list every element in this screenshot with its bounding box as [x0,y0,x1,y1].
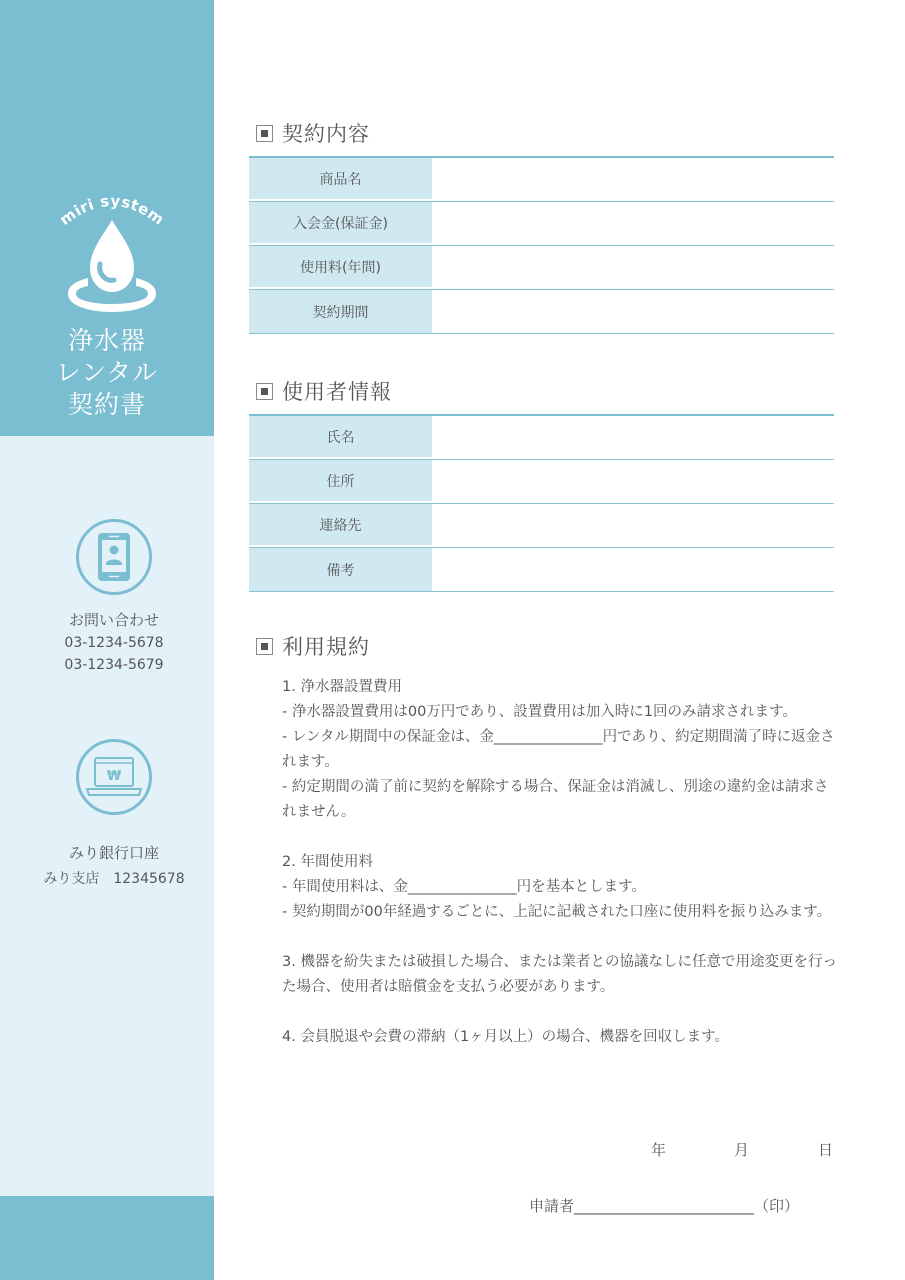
date-month-label: 月 [734,1141,750,1159]
contact-label: お問い合わせ [68,611,159,629]
field-label: 住所 [249,460,432,503]
square-bullet-icon [256,125,273,142]
water-drop-icon [64,216,160,314]
seal-label: （印） [754,1197,800,1215]
date-day-label: 日 [818,1141,834,1159]
term-line: - 浄水器設置費用は00万円であり、設置費用は加入時に1回のみ請求されます。 [282,704,797,720]
brand-name: miri system [56,191,168,229]
bank-info [0,840,228,892]
term-line: - レンタル期間中の保証金は、金_______________円であり、約定期間満了時に返金されます。 [282,729,835,770]
contact-field[interactable] [432,504,834,547]
table-row [249,504,834,548]
contract-section-title [256,118,370,148]
term-heading: 2. 年間使用料 [282,854,373,870]
table-row [249,202,834,246]
field-label: 備考 [249,548,432,591]
section-title-text: 利用規約 [282,635,370,659]
document-title [0,325,214,421]
terms-body [282,675,842,1050]
square-bullet-icon [256,383,273,400]
address-field[interactable] [432,460,834,503]
date-year-label: 年 [651,1141,667,1159]
table-row [249,548,834,592]
title-line: レンタル [55,358,159,387]
table-row [249,416,834,460]
product-name-field[interactable] [432,158,834,201]
section-title-text: 使用者情報 [282,380,392,404]
section-title-text: 契約内容 [282,122,370,146]
bank-account: みり支店 12345678 [43,871,185,887]
field-label: 商品名 [249,158,432,201]
field-label: 連絡先 [249,504,432,547]
user-section-title [256,376,392,406]
term-heading: 3. 機器を紛失または破損した場合、または業者との協議なしに任意で用途変更を行った場合、使用者は賠償金を支払う必要があります。 [282,954,837,995]
laptop-won-icon [75,738,153,816]
square-bullet-icon [256,638,273,655]
bank-label: みり銀行口座 [68,844,159,862]
user-table [249,414,834,592]
applicant-label: 申請者 [529,1197,575,1215]
applicant-signature-line [529,1195,799,1216]
contact-info [0,608,228,676]
field-label: 使用料(年間) [249,246,432,289]
terms-section-title [256,631,370,661]
remarks-field[interactable] [432,548,834,591]
sidebar-footer-band [0,1196,214,1280]
term-heading: 1. 浄水器設置費用 [282,679,402,695]
phone-number: 03-1234-5678 [64,635,164,651]
annual-fee-field[interactable] [432,246,834,289]
contract-period-field[interactable] [432,290,834,333]
table-row [249,290,834,334]
field-label: 入会金(保証金) [249,202,432,245]
field-label: 氏名 [249,416,432,459]
term-line: - 契約期間が00年経過するごとに、上記に記載された口座に使用料を振り込みます。 [282,904,832,920]
table-row [249,460,834,504]
smartphone-user-icon [75,518,153,596]
title-line: 浄水器 [67,326,146,355]
term-heading: 4. 会員脱退や会費の滞納（1ヶ月以上）の場合、機器を回収します。 [282,1029,730,1045]
field-label: 契約期間 [249,290,432,333]
applicant-blank[interactable]: ________________________ [574,1197,755,1215]
sidebar [0,0,214,1280]
deposit-field[interactable] [432,202,834,245]
table-row [249,246,834,290]
term-line: - 年間使用料は、金_______________円を基本とします。 [282,879,646,895]
table-row [249,158,834,202]
name-field[interactable] [432,416,834,459]
term-line: - 約定期間の満了前に契約を解除する場合、保証金は消滅し、別途の違約金は請求されません。 [282,779,829,820]
svg-text:₩: ₩ [106,769,122,784]
phone-number: 03-1234-5679 [64,657,164,673]
title-line: 契約書 [67,390,146,419]
contract-table [249,156,834,334]
